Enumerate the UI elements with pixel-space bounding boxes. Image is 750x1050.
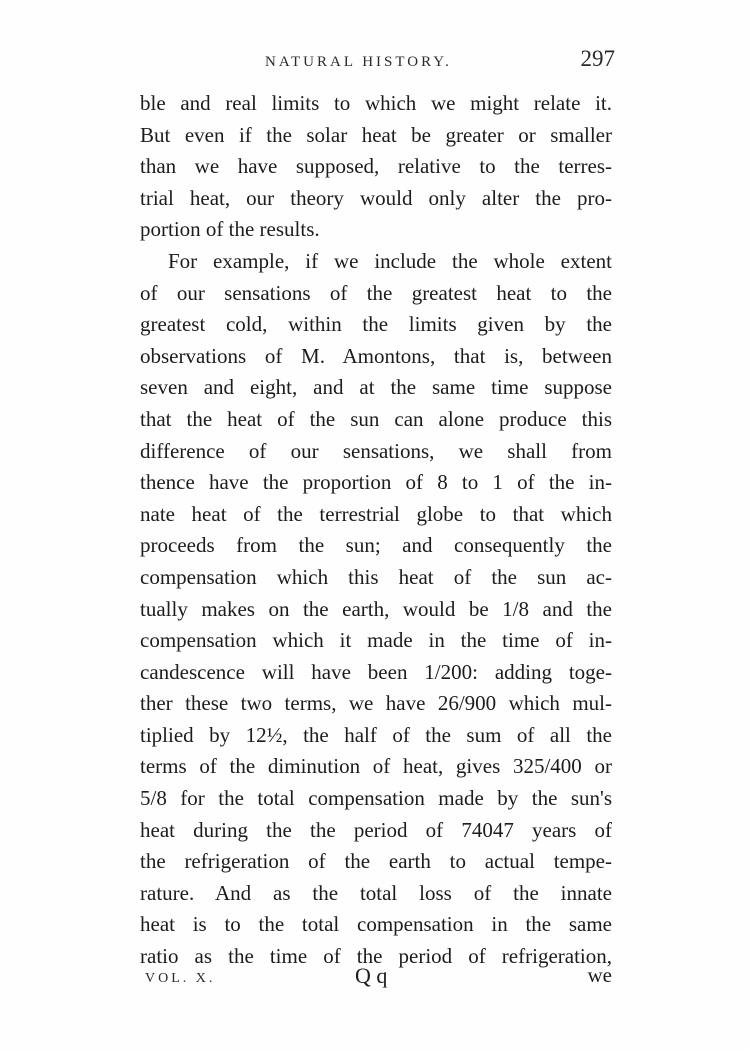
text-line: of our sensations of the greatest heat to the bbox=[140, 280, 612, 305]
text-line: observations of M. Amontons, that is, between bbox=[140, 343, 612, 368]
running-title: NATURAL HISTORY. bbox=[265, 54, 452, 70]
text-line: proceeds from the sun; and consequently the bbox=[140, 533, 612, 558]
signature-mark: Q q bbox=[355, 963, 388, 988]
text-line: compensation which this heat of the sun ac- bbox=[140, 564, 612, 589]
page-number: 297 bbox=[580, 46, 615, 71]
text-line: tiplied by 12½, the half of the sum of all the bbox=[140, 722, 612, 747]
text-line: trial heat, our theory would only alter the pro- bbox=[140, 185, 612, 210]
catchword: we bbox=[587, 963, 612, 987]
text-line: heat is to the total compensation in the same bbox=[140, 912, 612, 937]
text-line: 5/8 for the total compensation made by the sun's bbox=[140, 786, 612, 811]
running-head bbox=[265, 46, 615, 80]
text-line: candescence will have been 1/200: adding toge- bbox=[140, 659, 612, 684]
text-line: the refrigeration of the earth to actual tempe- bbox=[140, 849, 612, 874]
text-line: heat during the the period of 74047 years of bbox=[140, 817, 612, 842]
text-line: that the heat of the sun can alone produce this bbox=[140, 406, 612, 431]
text-line: compensation which it made in the time of in- bbox=[140, 628, 612, 653]
text-line: nate heat of the terrestrial globe to that which bbox=[140, 501, 612, 526]
text-line: rature. And as the total loss of the innate bbox=[140, 880, 612, 905]
text-line: difference of our sensations, we shall from bbox=[140, 438, 612, 463]
text-line: seven and eight, and at the same time suppose bbox=[140, 375, 612, 400]
text-line: But even if the solar heat be greater or smaller bbox=[140, 122, 612, 147]
text-line: thence have the proportion of 8 to 1 of the in- bbox=[140, 470, 612, 495]
volume-signature: VOL. X. bbox=[145, 971, 216, 986]
page-footer bbox=[140, 963, 612, 995]
text-line: portion of the results. bbox=[140, 217, 320, 242]
text-line: greatest cold, within the limits given by the bbox=[140, 312, 612, 337]
text-line: terms of the diminution of heat, gives 325/400 or bbox=[140, 754, 612, 779]
text-line: ther these two terms, we have 26/900 which mul- bbox=[140, 691, 612, 716]
text-line: than we have supposed, relative to the terres- bbox=[140, 154, 612, 179]
text-line: tually makes on the earth, would be 1/8 and the bbox=[140, 596, 612, 621]
text-line: ratio as the time of the period of refrigeration, bbox=[140, 944, 612, 969]
text-line: For example, if we include the whole extent bbox=[168, 248, 612, 273]
body-text bbox=[140, 88, 612, 973]
text-line: ble and real limits to which we might relate it. bbox=[140, 91, 612, 115]
